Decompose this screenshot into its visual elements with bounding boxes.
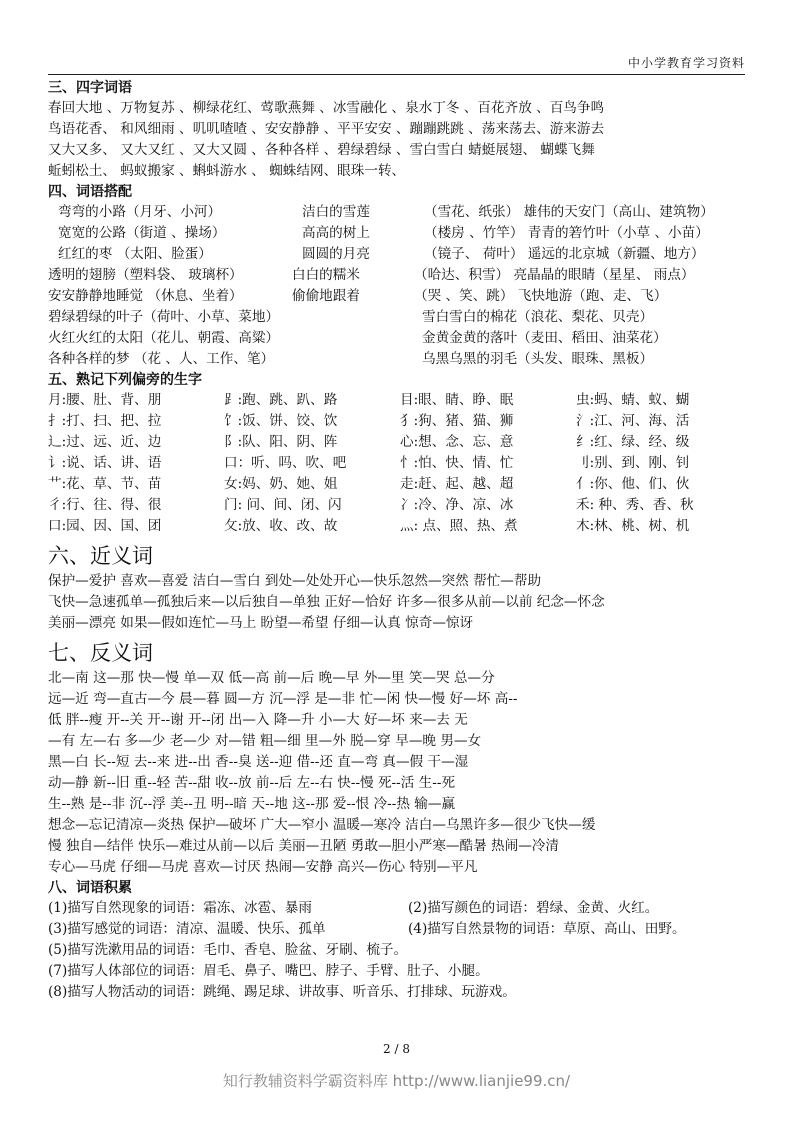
text-line: 美丽—漂亮 如果—假如连忙—马上 盼望—希望 仔细—认真 惊奇—惊讶	[48, 615, 474, 631]
text-line: 又大又多、 又大又红 、又大又圆 、各种各样 、碧绿碧绿 、雪白雪白 蜻蜓展翅、 蝴蝶飞舞	[48, 142, 595, 158]
cell: 犭:狗、猪、猫、狮	[400, 413, 514, 429]
cell: 阝:队、阳、阴、阵	[224, 434, 338, 450]
section-6-lines	[48, 571, 748, 634]
document-body	[48, 78, 748, 1003]
footer-watermark: 知行教辅资料学霸资料库 http://www.lianjie99.cn/	[222, 1072, 571, 1090]
section-title-8: 八、词语积累	[48, 880, 132, 896]
section-title-6: 六、近义词	[48, 544, 153, 568]
text-line: 低 胖--瘦 开--关 开--谢 开--闭 出—入 降—升 小—大 好—坏 来—去 无	[48, 712, 468, 728]
cell: 彳:行、往、得、很	[48, 497, 162, 513]
cell: 透明的翅膀（塑料袋、 玻璃杯）	[48, 267, 243, 283]
cell: 目:眼、睛、睁、眠	[400, 392, 514, 408]
cell: 洁白的雪莲	[302, 204, 370, 220]
table-row	[48, 307, 748, 328]
section-title-3: 三、四字词语	[48, 80, 132, 96]
cell: 辶:过、远、近、边	[48, 434, 162, 450]
cell: (1)描写自然现象的词语：霜冻、冰雹、暴雨	[48, 900, 312, 916]
table-row	[48, 898, 748, 919]
page-number: 2 / 8	[383, 1042, 410, 1056]
text-line: 慢 独自—结伴 快乐—难过从前—以后 美丽—丑陋 勇敢—胆小严寒—酷暑 热闹—冷清	[48, 838, 559, 854]
text-line: 蚯蚓松土、 蚂蚁搬家 、蝌蚪游水 、 蜘蛛结网、眼珠一转、	[48, 163, 406, 179]
section-5-rows	[48, 390, 748, 537]
section-8-rows	[48, 898, 748, 1003]
table-row	[48, 390, 748, 411]
cell: 冫:冷、净、凉、冰	[400, 497, 514, 513]
cell: （镜子、 荷叶） 遥远的北京城（新疆、地方）	[424, 246, 705, 262]
cell: 乌黑乌黑的羽毛（头发、眼珠、黑板）	[422, 351, 654, 367]
cell: 口：听、吗、吹、吧	[224, 455, 347, 471]
cell: 口:园、因、国、团	[48, 518, 162, 534]
table-row	[48, 223, 748, 244]
section-7-lines	[48, 668, 748, 878]
page-header	[48, 48, 745, 75]
text-line: 春回大地 、万物复苏 、柳绿花红、莺歌燕舞 、冰雪融化 、泉水丁冬 、百花齐放 、百鸟争鸣	[48, 100, 605, 116]
cell: 安安静静地睡觉 （休息、坐着）	[48, 288, 243, 304]
cell: 白白的糯米	[292, 267, 360, 283]
cell: 门: 问、间、闭、闪	[224, 497, 342, 513]
text-line: 想念—忘记清凉—炎热 保护—破坏 广大—窄小 温暖—寒冷 洁白—乌黑许多—很少飞快—缓	[48, 817, 596, 833]
text-line: 鸟语花香、 和风细雨 、叽叽喳喳 、安安静静 、平平安安 、蹦蹦跳跳 、荡来荡去、游来游去	[48, 121, 605, 137]
table-row	[48, 516, 748, 537]
cell: 高高的树上	[302, 225, 370, 241]
cell: 碧绿碧绿的叶子（荷叶、小草、菜地）	[48, 309, 280, 325]
cell: 偷偷地跟着	[292, 288, 360, 304]
table-row	[48, 453, 748, 474]
section-3-lines	[48, 98, 748, 182]
table-row	[48, 432, 748, 453]
table-row	[48, 328, 748, 349]
cell: 弯弯的小路（月牙、小河）	[58, 204, 222, 220]
cell: 各种各样的梦 （花 、人、工作、笔）	[48, 351, 275, 367]
cell: 刂:别、到、刚、钊	[576, 455, 690, 471]
text-line: 生--熟 是--非 沉--浮 美--丑 明--暗 天--地 这--那 爱--恨 冷--热 输—赢	[48, 796, 456, 812]
cell: 扌:打、扫、把、拉	[48, 413, 162, 429]
table-row	[48, 919, 748, 940]
text-line: 动—静 新--旧 重--轻 苦--甜 收--放 前--后 左--右 快--慢 死--活 生--死	[48, 775, 456, 791]
cell: 雪白雪白的棉花（浪花、梨花、贝壳）	[422, 309, 654, 325]
table-row	[48, 474, 748, 495]
cell: 灬: 点、照、热、煮	[400, 518, 518, 534]
cell: 火红火红的太阳（花儿、朝霞、高粱）	[48, 330, 280, 346]
cell: (2)描写颜色的词语：碧绿、金黄、火红。	[408, 900, 659, 916]
table-row	[48, 495, 748, 516]
text-line: 远—近 弯—直古—今 晨—暮 圆—方 沉—浮 是—非 忙—闲 快—慢 好—坏 高--	[48, 691, 518, 707]
table-row	[48, 286, 748, 307]
header-text: 中小学教育学习资料	[627, 56, 745, 70]
text-line: 专心—马虎 仔细—马虎 喜欢—讨厌 热闹—安静 高兴—伤心 特别—平凡	[48, 859, 478, 875]
section-title-5: 五、熟记下列偏旁的生字	[48, 372, 202, 388]
table-row	[48, 202, 748, 223]
cell: 攵:放、收、改、故	[224, 518, 338, 534]
cell: 木:林、桃、树、机	[576, 518, 690, 534]
cell: (4)描写自然景物的词语：草原、高山、田野。	[408, 921, 686, 937]
cell: 红红的枣 （太阳、脸蛋）	[58, 246, 212, 262]
text-line: 保护—爱护 喜欢—喜爱 洁白—雪白 到处—处处开心—快乐忽然—突然 帮忙—帮助	[48, 573, 542, 589]
cell: (3)描写感觉的词语：清凉、温暖、快乐、孤单	[48, 921, 326, 937]
cell: 虫:蚂、蜻、蚁、蝴	[576, 392, 690, 408]
cell: 禾: 种、秀、香、秋	[576, 497, 694, 513]
section-title-4: 四、词语搭配	[48, 184, 132, 200]
text-line: —有 左—右 多—少 老—少 对—错 粗—细 里—外 脱—穿 早—晚 男—女	[48, 733, 482, 749]
cell: ⻊:跑、跳、趴、路	[224, 392, 338, 408]
cell: 走:赶、起、越、超	[400, 476, 514, 492]
cell: （哭 、笑、跳） 飞快地游（跑、走、飞）	[414, 288, 668, 304]
cell: 讠:说、话、讲、语	[48, 455, 162, 471]
text-line: (8)描写人物活动的词语：跳绳、踢足球、讲故事、听音乐、打排球、玩游戏。	[48, 984, 516, 1000]
cell: 亻:你、他、们、伙	[576, 476, 690, 492]
cell: （雪花、纸张） 雄伟的天安门（高山、建筑物）	[424, 204, 714, 220]
cell: 氵:江、河、海、活	[576, 413, 690, 429]
table-row	[48, 349, 748, 370]
text-line: (7)描写人体部位的词语：眉毛、鼻子、嘴巴、脖子、手臂、肚子、小腿。	[48, 963, 489, 979]
text-line: (5)描写洗漱用品的词语：毛巾、香皂、脸盆、牙刷、梳子。	[48, 942, 408, 958]
cell: 女:妈、奶、她、姐	[224, 476, 338, 492]
cell: （楼房 、竹竿） 青青的箬竹叶（小草 、小苗）	[424, 225, 709, 241]
section-title-7: 七、反义词	[48, 641, 153, 665]
cell: 忄:怕、快、情、忙	[400, 455, 514, 471]
table-row	[48, 244, 748, 265]
cell: 宽宽的公路（街道 、操场）	[58, 225, 226, 241]
cell: （哈达、积雪） 亮晶晶的眼睛（星星、 雨点）	[414, 267, 695, 283]
text-line: 北—南 这—那 快—慢 单—双 低—高 前—后 晚—早 外—里 笑—哭 总—分	[48, 670, 495, 686]
table-row	[48, 411, 748, 432]
cell: 纟:红、绿、经、级	[576, 434, 690, 450]
section-4-rows	[48, 202, 748, 370]
text-line: 黑—白 长--短 去--来 进--出 香--臭 送--迎 借--还 直—弯 真—假 干—湿	[48, 754, 469, 770]
text-line: 飞快—急速孤单—孤独后来—以后独自—单独 正好—恰好 许多—很多从前—以前 纪念—怀念	[48, 594, 605, 610]
cell: 饣:饭、饼、饺、饮	[224, 413, 338, 429]
table-row	[48, 265, 748, 286]
cell: 圆圆的月亮	[302, 246, 370, 262]
cell: 艹:花、草、节、苗	[48, 476, 162, 492]
cell: 金黄金黄的落叶（麦田、稻田、油菜花）	[422, 330, 667, 346]
cell: 心:想、念、忘、意	[400, 434, 514, 450]
cell: 月:腰、肚、背、朋	[48, 392, 162, 408]
